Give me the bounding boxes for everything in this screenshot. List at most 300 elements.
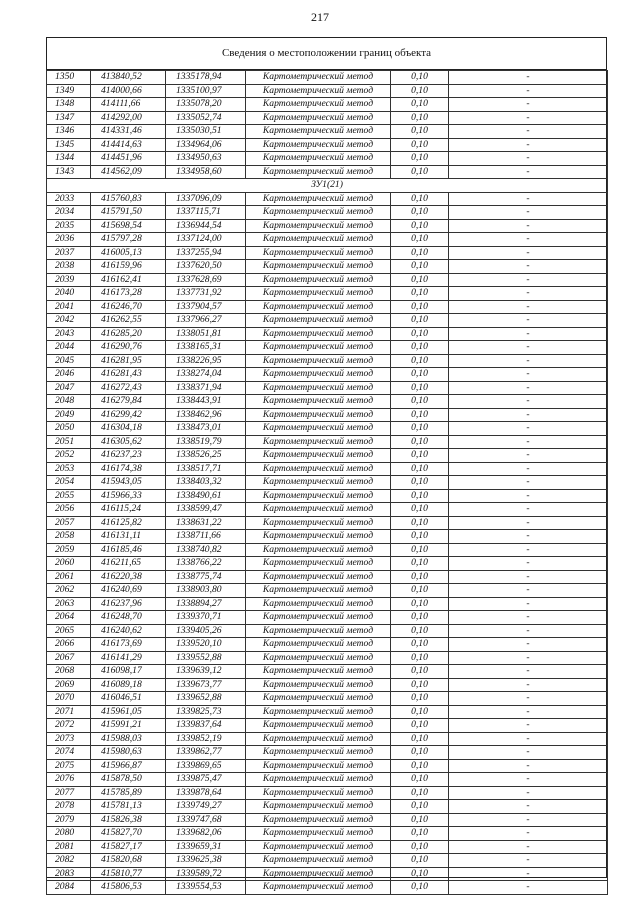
table-row xyxy=(47,638,608,652)
coord-x: 415966,33 xyxy=(91,489,166,503)
coord-y: 1339652,88 xyxy=(166,692,246,706)
coord-x: 415961,05 xyxy=(91,705,166,719)
description-cell: - xyxy=(449,827,608,841)
description-cell: - xyxy=(449,570,608,584)
coord-x: 414292,00 xyxy=(91,111,166,125)
point-number: 2038 xyxy=(47,260,91,274)
coord-y: 1339370,71 xyxy=(166,611,246,625)
coord-y: 1338894,27 xyxy=(166,597,246,611)
coord-y: 1338599,47 xyxy=(166,503,246,517)
coord-y: 1339625,38 xyxy=(166,854,246,868)
point-number: 2054 xyxy=(47,476,91,490)
point-number: 2052 xyxy=(47,449,91,463)
description-cell: - xyxy=(449,381,608,395)
coord-x: 415810,77 xyxy=(91,867,166,881)
point-number: 2073 xyxy=(47,732,91,746)
accuracy-cell: 0,10 xyxy=(391,422,449,436)
table-row xyxy=(47,111,608,125)
point-number: 2084 xyxy=(47,881,91,895)
coord-y: 1335078,20 xyxy=(166,98,246,112)
description-cell: - xyxy=(449,260,608,274)
description-cell: - xyxy=(449,98,608,112)
accuracy-cell: 0,10 xyxy=(391,98,449,112)
point-number: 2049 xyxy=(47,408,91,422)
table-row xyxy=(47,341,608,355)
coord-y: 1337620,50 xyxy=(166,260,246,274)
accuracy-cell: 0,10 xyxy=(391,773,449,787)
method-cell: Картометрический метод xyxy=(246,584,391,598)
coord-y: 1338740,82 xyxy=(166,543,246,557)
table-row xyxy=(47,327,608,341)
point-number: 2079 xyxy=(47,813,91,827)
table-row xyxy=(47,260,608,274)
point-number: 2078 xyxy=(47,800,91,814)
coord-x: 416237,23 xyxy=(91,449,166,463)
point-number: 2047 xyxy=(47,381,91,395)
accuracy-cell: 0,10 xyxy=(391,503,449,517)
accuracy-cell: 0,10 xyxy=(391,624,449,638)
coord-y: 1337628,69 xyxy=(166,273,246,287)
accuracy-cell: 0,10 xyxy=(391,219,449,233)
table-row xyxy=(47,354,608,368)
description-cell: - xyxy=(449,408,608,422)
point-number: 2055 xyxy=(47,489,91,503)
method-cell: Картометрический метод xyxy=(246,435,391,449)
method-cell: Картометрический метод xyxy=(246,192,391,206)
table-row xyxy=(47,557,608,571)
coord-y: 1338775,74 xyxy=(166,570,246,584)
method-cell: Картометрический метод xyxy=(246,692,391,706)
description-cell: - xyxy=(449,665,608,679)
coord-y: 1339852,19 xyxy=(166,732,246,746)
coord-x: 416159,96 xyxy=(91,260,166,274)
accuracy-cell: 0,10 xyxy=(391,840,449,854)
method-cell: Картометрический метод xyxy=(246,462,391,476)
description-cell: - xyxy=(449,773,608,787)
coord-x: 416125,82 xyxy=(91,516,166,530)
coord-x: 415785,89 xyxy=(91,786,166,800)
point-number: 2035 xyxy=(47,219,91,233)
table-row xyxy=(47,462,608,476)
coord-y: 1338462,96 xyxy=(166,408,246,422)
table-row xyxy=(47,138,608,152)
method-cell: Картометрический метод xyxy=(246,138,391,152)
method-cell: Картометрический метод xyxy=(246,314,391,328)
description-cell: - xyxy=(449,165,608,179)
table-row xyxy=(47,219,608,233)
point-number: 2077 xyxy=(47,786,91,800)
method-cell: Картометрический метод xyxy=(246,125,391,139)
method-cell: Картометрический метод xyxy=(246,705,391,719)
method-cell: Картометрический метод xyxy=(246,395,391,409)
accuracy-cell: 0,10 xyxy=(391,314,449,328)
description-cell: - xyxy=(449,246,608,260)
point-number: 2063 xyxy=(47,597,91,611)
coord-y: 1339747,68 xyxy=(166,813,246,827)
coord-y: 1338226,95 xyxy=(166,354,246,368)
point-number: 2080 xyxy=(47,827,91,841)
point-number: 1344 xyxy=(47,152,91,166)
method-cell: Картометрический метод xyxy=(246,422,391,436)
method-cell: Картометрический метод xyxy=(246,516,391,530)
coord-y: 1338766,22 xyxy=(166,557,246,571)
point-number: 1349 xyxy=(47,84,91,98)
coord-x: 416131,11 xyxy=(91,530,166,544)
method-cell: Картометрический метод xyxy=(246,719,391,733)
accuracy-cell: 0,10 xyxy=(391,206,449,220)
coord-x: 416285,20 xyxy=(91,327,166,341)
method-cell: Картометрический метод xyxy=(246,408,391,422)
accuracy-cell: 0,10 xyxy=(391,435,449,449)
coord-y: 1338711,66 xyxy=(166,530,246,544)
table-row xyxy=(47,246,608,260)
method-cell: Картометрический метод xyxy=(246,773,391,787)
coord-x: 414414,63 xyxy=(91,138,166,152)
method-cell: Картометрический метод xyxy=(246,165,391,179)
accuracy-cell: 0,10 xyxy=(391,192,449,206)
accuracy-cell: 0,10 xyxy=(391,165,449,179)
accuracy-cell: 0,10 xyxy=(391,719,449,733)
coord-y: 1337966,27 xyxy=(166,314,246,328)
accuracy-cell: 0,10 xyxy=(391,341,449,355)
table-row xyxy=(47,489,608,503)
point-number: 2068 xyxy=(47,665,91,679)
table-row xyxy=(47,692,608,706)
description-cell: - xyxy=(449,314,608,328)
description-cell: - xyxy=(449,476,608,490)
table-row xyxy=(47,773,608,787)
accuracy-cell: 0,10 xyxy=(391,678,449,692)
method-cell: Картометрический метод xyxy=(246,624,391,638)
method-cell: Картометрический метод xyxy=(246,570,391,584)
method-cell: Картометрический метод xyxy=(246,611,391,625)
coord-y: 1334958,60 xyxy=(166,165,246,179)
accuracy-cell: 0,10 xyxy=(391,611,449,625)
table-row xyxy=(47,273,608,287)
table-row xyxy=(47,368,608,382)
table-row xyxy=(47,705,608,719)
coord-y: 1339673,77 xyxy=(166,678,246,692)
coord-x: 416162,41 xyxy=(91,273,166,287)
description-cell: - xyxy=(449,719,608,733)
coord-x: 416240,62 xyxy=(91,624,166,638)
description-cell: - xyxy=(449,557,608,571)
accuracy-cell: 0,10 xyxy=(391,759,449,773)
point-number: 2071 xyxy=(47,705,91,719)
coord-x: 416046,51 xyxy=(91,692,166,706)
table-row xyxy=(47,584,608,598)
accuracy-cell: 0,10 xyxy=(391,84,449,98)
coord-y: 1335178,94 xyxy=(166,71,246,85)
coord-x: 416115,24 xyxy=(91,503,166,517)
description-cell: - xyxy=(449,678,608,692)
table-row xyxy=(47,881,608,895)
coord-y: 1339875,47 xyxy=(166,773,246,787)
description-cell: - xyxy=(449,732,608,746)
point-number: 2076 xyxy=(47,773,91,787)
method-cell: Картометрический метод xyxy=(246,827,391,841)
description-cell: - xyxy=(449,611,608,625)
description-cell: - xyxy=(449,219,608,233)
description-cell: - xyxy=(449,651,608,665)
coord-x: 413840,52 xyxy=(91,71,166,85)
coord-x: 414451,96 xyxy=(91,152,166,166)
table-row xyxy=(47,449,608,463)
accuracy-cell: 0,10 xyxy=(391,233,449,247)
coord-y: 1335100,97 xyxy=(166,84,246,98)
table-row xyxy=(47,233,608,247)
description-cell: - xyxy=(449,516,608,530)
accuracy-cell: 0,10 xyxy=(391,368,449,382)
description-cell: - xyxy=(449,705,608,719)
method-cell: Картометрический метод xyxy=(246,327,391,341)
table-row xyxy=(47,395,608,409)
method-cell: Картометрический метод xyxy=(246,840,391,854)
coord-y: 1339837,64 xyxy=(166,719,246,733)
table-row xyxy=(47,192,608,206)
method-cell: Картометрический метод xyxy=(246,449,391,463)
coord-y: 1337115,71 xyxy=(166,206,246,220)
point-number: 2082 xyxy=(47,854,91,868)
table-row xyxy=(47,759,608,773)
table-row xyxy=(47,719,608,733)
method-cell: Картометрический метод xyxy=(246,381,391,395)
point-number: 2058 xyxy=(47,530,91,544)
point-number: 2046 xyxy=(47,368,91,382)
coord-x: 415826,38 xyxy=(91,813,166,827)
point-number: 2050 xyxy=(47,422,91,436)
point-number: 1343 xyxy=(47,165,91,179)
description-cell: - xyxy=(449,206,608,220)
description-cell: - xyxy=(449,624,608,638)
method-cell: Картометрический метод xyxy=(246,260,391,274)
coord-y: 1334964,06 xyxy=(166,138,246,152)
point-number: 2034 xyxy=(47,206,91,220)
coord-x: 415827,17 xyxy=(91,840,166,854)
description-cell: - xyxy=(449,341,608,355)
accuracy-cell: 0,10 xyxy=(391,273,449,287)
description-cell: - xyxy=(449,422,608,436)
description-cell: - xyxy=(449,287,608,301)
table-row xyxy=(47,651,608,665)
accuracy-cell: 0,10 xyxy=(391,827,449,841)
point-number: 1345 xyxy=(47,138,91,152)
coord-y: 1337904,57 xyxy=(166,300,246,314)
table-row xyxy=(47,570,608,584)
coord-y: 1338631,22 xyxy=(166,516,246,530)
description-cell: - xyxy=(449,300,608,314)
accuracy-cell: 0,10 xyxy=(391,516,449,530)
point-number: 2060 xyxy=(47,557,91,571)
accuracy-cell: 0,10 xyxy=(391,881,449,895)
coord-x: 416281,95 xyxy=(91,354,166,368)
coord-y: 1338274,04 xyxy=(166,368,246,382)
description-cell: - xyxy=(449,638,608,652)
coord-x: 415988,03 xyxy=(91,732,166,746)
table-row xyxy=(47,381,608,395)
point-number: 2061 xyxy=(47,570,91,584)
table-row xyxy=(47,476,608,490)
accuracy-cell: 0,10 xyxy=(391,71,449,85)
table-row xyxy=(47,800,608,814)
accuracy-cell: 0,10 xyxy=(391,260,449,274)
description-cell: - xyxy=(449,597,608,611)
table-row xyxy=(47,84,608,98)
coord-x: 416174,38 xyxy=(91,462,166,476)
method-cell: Картометрический метод xyxy=(246,597,391,611)
method-cell: Картометрический метод xyxy=(246,746,391,760)
method-cell: Картометрический метод xyxy=(246,273,391,287)
table-row xyxy=(47,125,608,139)
table-row xyxy=(47,314,608,328)
accuracy-cell: 0,10 xyxy=(391,152,449,166)
coord-x: 415698,54 xyxy=(91,219,166,233)
method-cell: Картометрический метод xyxy=(246,71,391,85)
coord-y: 1335052,74 xyxy=(166,111,246,125)
coord-y: 1338165,31 xyxy=(166,341,246,355)
coord-y: 1338517,71 xyxy=(166,462,246,476)
point-number: 2051 xyxy=(47,435,91,449)
point-number: 2069 xyxy=(47,678,91,692)
method-cell: Картометрический метод xyxy=(246,638,391,652)
table-row xyxy=(47,746,608,760)
table-row xyxy=(47,152,608,166)
accuracy-cell: 0,10 xyxy=(391,867,449,881)
point-number: 2045 xyxy=(47,354,91,368)
coord-x: 415806,53 xyxy=(91,881,166,895)
method-cell: Картометрический метод xyxy=(246,111,391,125)
method-cell: Картометрический метод xyxy=(246,543,391,557)
coord-y: 1338526,25 xyxy=(166,449,246,463)
description-cell: - xyxy=(449,813,608,827)
accuracy-cell: 0,10 xyxy=(391,327,449,341)
description-cell: - xyxy=(449,530,608,544)
point-number: 2083 xyxy=(47,867,91,881)
coord-x: 415878,50 xyxy=(91,773,166,787)
point-number: 2070 xyxy=(47,692,91,706)
coord-x: 415966,87 xyxy=(91,759,166,773)
description-cell: - xyxy=(449,368,608,382)
method-cell: Картометрический метод xyxy=(246,287,391,301)
coord-y: 1339659,31 xyxy=(166,840,246,854)
description-cell: - xyxy=(449,746,608,760)
coord-x: 416262,55 xyxy=(91,314,166,328)
coord-y: 1339825,73 xyxy=(166,705,246,719)
accuracy-cell: 0,10 xyxy=(391,125,449,139)
table-row xyxy=(47,665,608,679)
coord-y: 1338051,81 xyxy=(166,327,246,341)
accuracy-cell: 0,10 xyxy=(391,381,449,395)
accuracy-cell: 0,10 xyxy=(391,584,449,598)
table-row xyxy=(47,530,608,544)
table-row xyxy=(47,287,608,301)
table-row xyxy=(47,165,608,179)
coord-x: 416272,43 xyxy=(91,381,166,395)
coord-y: 1339862,77 xyxy=(166,746,246,760)
coord-x: 416089,18 xyxy=(91,678,166,692)
coord-x: 415827,70 xyxy=(91,827,166,841)
coord-y: 1337096,09 xyxy=(166,192,246,206)
point-number: 2043 xyxy=(47,327,91,341)
table-row xyxy=(47,786,608,800)
point-number: 2067 xyxy=(47,651,91,665)
point-number: 2081 xyxy=(47,840,91,854)
point-number: 2064 xyxy=(47,611,91,625)
coord-x: 414331,46 xyxy=(91,125,166,139)
table-row xyxy=(47,732,608,746)
accuracy-cell: 0,10 xyxy=(391,813,449,827)
coord-y: 1339589,72 xyxy=(166,867,246,881)
accuracy-cell: 0,10 xyxy=(391,354,449,368)
accuracy-cell: 0,10 xyxy=(391,138,449,152)
page-number: 217 xyxy=(311,10,329,24)
accuracy-cell: 0,10 xyxy=(391,476,449,490)
description-cell: - xyxy=(449,449,608,463)
point-number: 2066 xyxy=(47,638,91,652)
description-cell: - xyxy=(449,692,608,706)
coord-x: 416220,38 xyxy=(91,570,166,584)
table-row xyxy=(47,840,608,854)
coord-x: 416290,76 xyxy=(91,341,166,355)
description-cell: - xyxy=(449,138,608,152)
coord-y: 1339639,12 xyxy=(166,665,246,679)
accuracy-cell: 0,10 xyxy=(391,638,449,652)
coord-x: 416141,29 xyxy=(91,651,166,665)
method-cell: Картометрический метод xyxy=(246,233,391,247)
description-cell: - xyxy=(449,273,608,287)
method-cell: Картометрический метод xyxy=(246,732,391,746)
description-cell: - xyxy=(449,800,608,814)
accuracy-cell: 0,10 xyxy=(391,570,449,584)
coord-y: 1338903,80 xyxy=(166,584,246,598)
method-cell: Картометрический метод xyxy=(246,786,391,800)
coord-x: 416173,28 xyxy=(91,287,166,301)
method-cell: Картометрический метод xyxy=(246,881,391,895)
accuracy-cell: 0,10 xyxy=(391,800,449,814)
point-number: 1348 xyxy=(47,98,91,112)
method-cell: Картометрический метод xyxy=(246,341,391,355)
point-number: 2053 xyxy=(47,462,91,476)
coord-y: 1339749,27 xyxy=(166,800,246,814)
description-cell: - xyxy=(449,867,608,881)
coord-y: 1338519,79 xyxy=(166,435,246,449)
accuracy-cell: 0,10 xyxy=(391,597,449,611)
method-cell: Картометрический метод xyxy=(246,354,391,368)
accuracy-cell: 0,10 xyxy=(391,786,449,800)
coord-x: 416246,70 xyxy=(91,300,166,314)
point-number: 2062 xyxy=(47,584,91,598)
coordinates-table-body xyxy=(47,71,608,895)
accuracy-cell: 0,10 xyxy=(391,111,449,125)
method-cell: Картометрический метод xyxy=(246,665,391,679)
coord-y: 1339520,10 xyxy=(166,638,246,652)
coord-x: 416305,62 xyxy=(91,435,166,449)
description-cell: - xyxy=(449,435,608,449)
table-row xyxy=(47,206,608,220)
accuracy-cell: 0,10 xyxy=(391,746,449,760)
method-cell: Картометрический метод xyxy=(246,530,391,544)
accuracy-cell: 0,10 xyxy=(391,489,449,503)
method-cell: Картометрический метод xyxy=(246,813,391,827)
coord-x: 416098,17 xyxy=(91,665,166,679)
coord-y: 1338371,94 xyxy=(166,381,246,395)
method-cell: Картометрический метод xyxy=(246,152,391,166)
description-cell: - xyxy=(449,354,608,368)
section-header-row xyxy=(47,179,608,193)
section-label: ЗУ1(21) xyxy=(47,179,608,193)
coord-y: 1338490,61 xyxy=(166,489,246,503)
point-number: 2037 xyxy=(47,246,91,260)
